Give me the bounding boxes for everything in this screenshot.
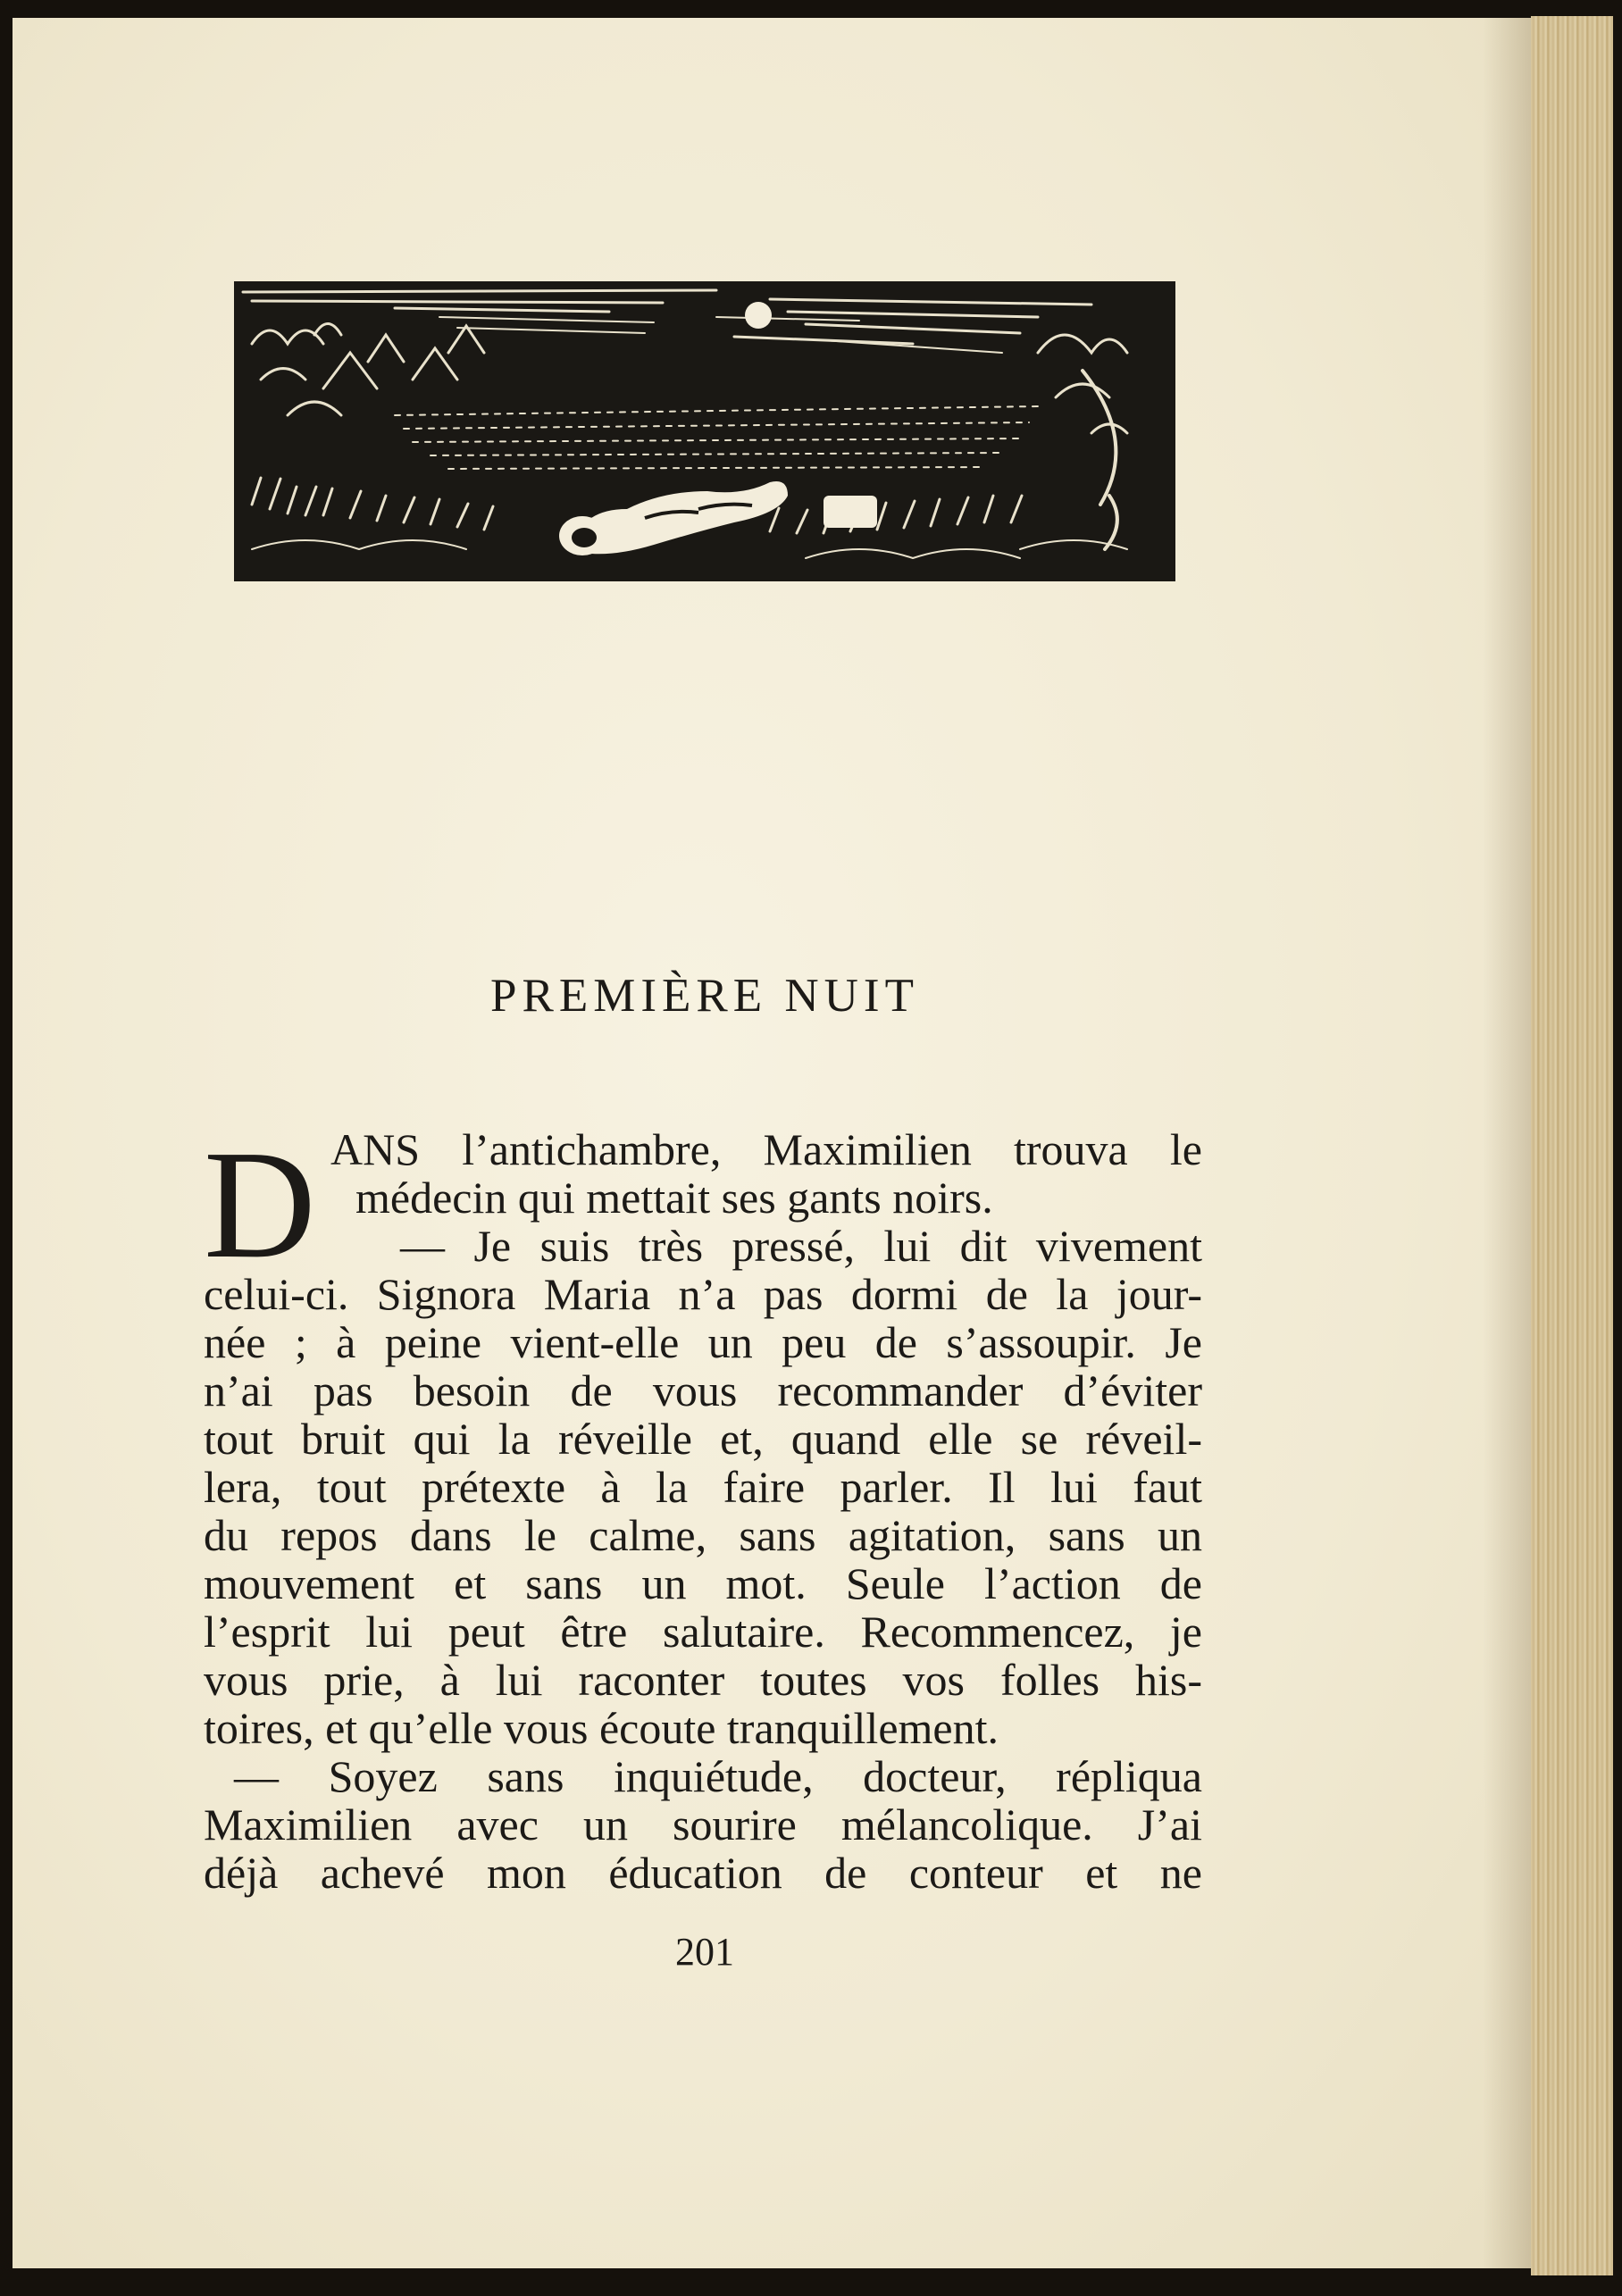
page-shadow	[1483, 18, 1531, 2268]
text-line: celui-ci. Signora Maria n’a pas dormi de la jour-	[204, 1269, 1202, 1319]
text-line: — Je suis très pressé, lui dit vivement	[400, 1221, 1202, 1271]
text-line: toires, et qu’elle vous écoute tranquillement.	[204, 1703, 999, 1753]
text-line: — Soyez sans inquiétude, docteur, répliqua	[234, 1751, 1202, 1801]
chapter-title: PREMIÈRE NUIT	[490, 970, 919, 1022]
text-line: l’esprit lui peut être salutaire. Recommencez, je	[204, 1607, 1202, 1657]
text-line: Maximilien avec un sourire mélancolique. J’ai	[204, 1799, 1202, 1849]
drop-cap: D	[204, 1118, 316, 1290]
page-number: 201	[675, 1930, 734, 1974]
page-edges	[1531, 16, 1613, 2275]
text-line: tout bruit qui la réveille et, quand elle se réveil-	[204, 1414, 1202, 1464]
text-line: n’ai pas besoin de vous recommander d’éviter	[204, 1365, 1202, 1415]
text-line: médecin qui mettait ses gants noirs.	[355, 1173, 993, 1223]
woodcut-illustration	[234, 281, 1175, 581]
text-line: vous prie, à lui raconter toutes vos folles his-	[204, 1655, 1202, 1705]
text-line: déjà achevé mon éducation de conteur et ne	[204, 1848, 1202, 1898]
text-line: ANS l’antichambre, Maximilien trouva le	[330, 1124, 1202, 1174]
text-line: lera, tout prétexte à la faire parler. Il lui faut	[204, 1462, 1202, 1512]
text-line: du repos dans le calme, sans agitation, sans un	[204, 1510, 1202, 1560]
text-line: mouvement et sans un mot. Seule l’action de	[204, 1558, 1202, 1608]
text-line: née ; à peine vient-elle un peu de s’assoupir. Je	[204, 1317, 1202, 1367]
